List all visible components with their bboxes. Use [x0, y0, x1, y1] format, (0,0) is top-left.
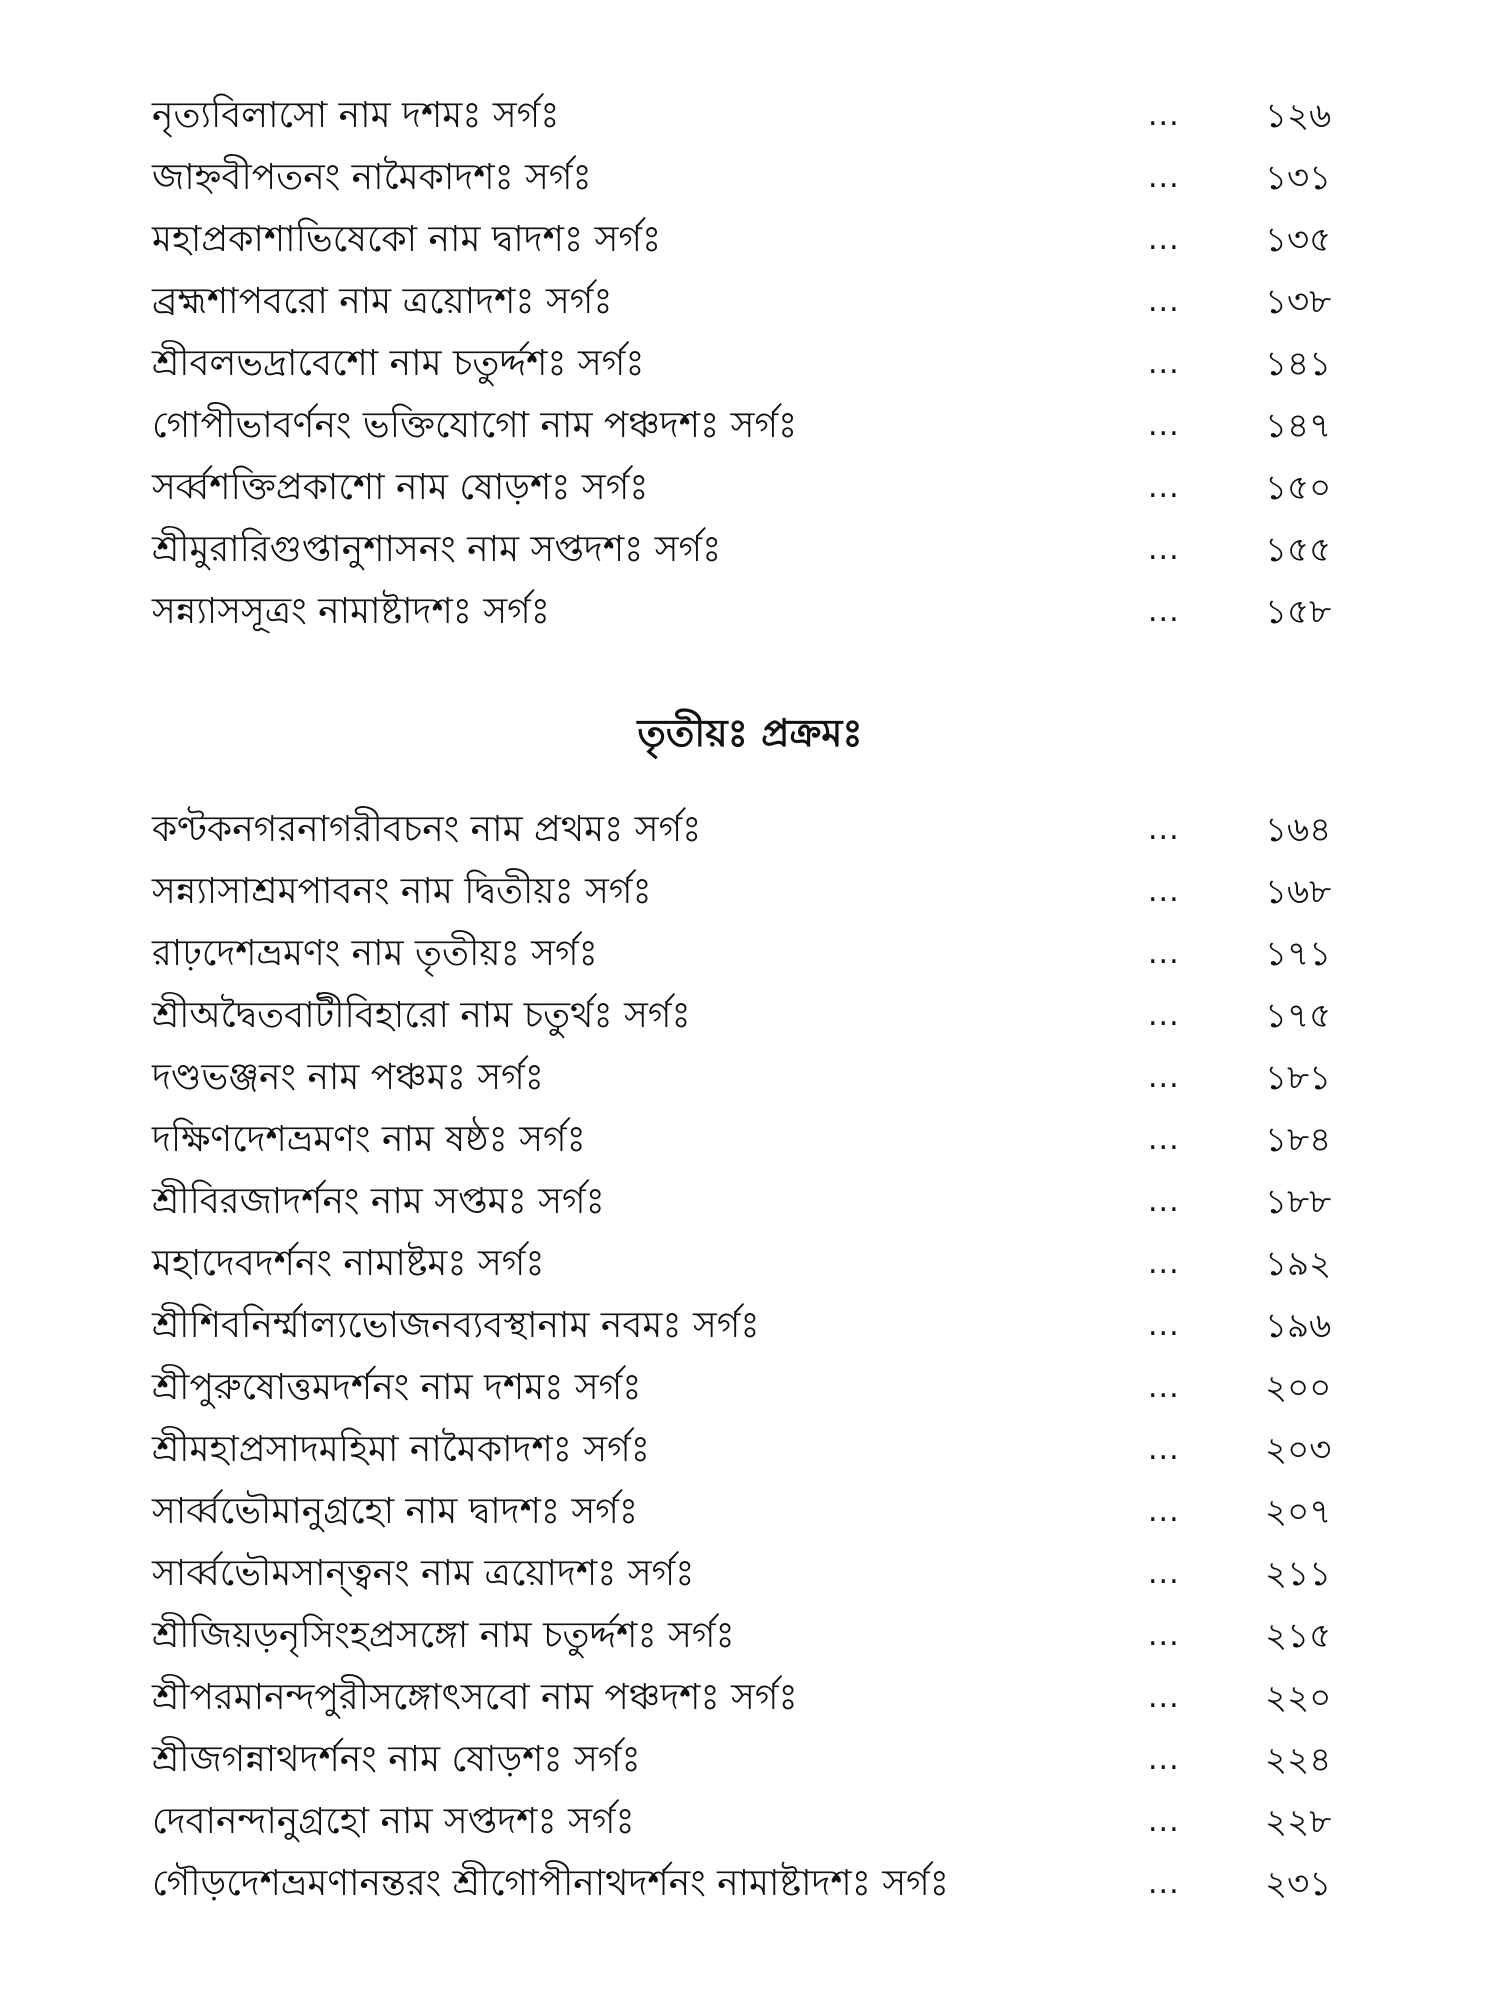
toc-entry [0, 1233, 1500, 1295]
toc-entry [0, 861, 1500, 923]
toc-entry [0, 1481, 1500, 1543]
toc-entry [0, 1109, 1500, 1171]
page-number: ২৩১ [1265, 1864, 1332, 1904]
dot-leader: ... [1148, 1432, 1180, 1467]
chapter-title: শ্রীমহাপ্রসাদমহিমা নামৈকাদশঃ সর্গঃ [152, 1429, 650, 1470]
toc-entry [0, 1357, 1500, 1419]
page-number: ২০৩ [1265, 1430, 1332, 1470]
page-number: ১৬৮ [1265, 872, 1332, 912]
chapter-title: শ্রীবিরজাদর্শনং নাম সপ্তমঃ সর্গঃ [152, 1181, 605, 1222]
toc-entry [0, 799, 1500, 861]
page-number: ১৪৭ [1265, 406, 1332, 446]
toc-entry [0, 581, 1500, 643]
dot-leader: ... [1148, 284, 1180, 319]
chapter-title: দক্ষিণদেশভ্রমণং নাম ষষ্ঠঃ সর্গঃ [152, 1119, 586, 1160]
toc-entry [0, 1729, 1500, 1791]
chapter-title: মহাদেবদর্শনং নামাষ্টমঃ সর্গঃ [152, 1243, 545, 1284]
chapter-title: শ্রীমুরারিগুপ্তানুশাসনং নাম সপ্তদশঃ সর্গঃ [152, 529, 722, 570]
chapter-title: শ্রীজিয়ড়নৃসিংহপ্রসঙ্গো নাম চতুর্দ্দশঃ সর্গঃ [152, 1615, 735, 1656]
toc-entry [0, 985, 1500, 1047]
toc-entry [0, 519, 1500, 581]
toc-entry [0, 395, 1500, 457]
toc-entry [0, 1419, 1500, 1481]
dot-leader: ... [1148, 1556, 1180, 1591]
dot-leader: ... [1148, 1618, 1180, 1653]
page-number: ১৩৮ [1265, 282, 1332, 322]
toc-entry [0, 209, 1500, 271]
dot-leader: ... [1148, 222, 1180, 257]
chapter-title: ব্রহ্মশাপবরো নাম ত্রয়োদশঃ সর্গঃ [152, 281, 613, 322]
dot-leader: ... [1148, 1308, 1180, 1343]
toc-entry [0, 1667, 1500, 1729]
dot-leader: ... [1148, 936, 1180, 971]
dot-leader: ... [1148, 812, 1180, 847]
dot-leader: ... [1148, 1680, 1180, 1715]
chapter-title: গৌড়দেশভ্রমণানন্তরং শ্রীগোপীনাথদর্শনং নামাষ্টাদশঃ সর্গঃ [152, 1863, 949, 1904]
chapter-title: নৃত্যবিলাসো নাম দশমঃ সর্গঃ [152, 95, 560, 136]
chapter-title: রাঢ়দেশভ্রমণং নাম তৃতীয়ঃ সর্গঃ [152, 933, 598, 974]
chapter-title: সার্ব্বভৌমসান্ত্বনং নাম ত্রয়োদশঃ সর্গঃ [152, 1553, 695, 1594]
toc-section-continued [0, 85, 1500, 643]
dot-leader: ... [1148, 1804, 1180, 1839]
dot-leader: ... [1148, 1060, 1180, 1095]
dot-leader: ... [1148, 874, 1180, 909]
chapter-title: শ্রীপরমানন্দপুরীসঙ্গোৎসবো নাম পঞ্চদশঃ সর্গঃ [152, 1677, 798, 1718]
toc-entry [0, 147, 1500, 209]
chapter-title: সার্ব্বভৌমানুগ্রহো নাম দ্বাদশঃ সর্গঃ [152, 1491, 639, 1532]
page-number: ২১৫ [1265, 1616, 1332, 1656]
chapter-title: দণ্ডভঞ্জনং নাম পঞ্চমঃ সর্গঃ [152, 1057, 544, 1098]
toc-entry [0, 1295, 1500, 1357]
section-heading-third: তৃতীয়ঃ প্রক্রমঃ [637, 711, 863, 755]
page-number: ১৮১ [1265, 1058, 1332, 1098]
page-number: ১৯৬ [1265, 1306, 1332, 1346]
chapter-title: সন্ন্যাসাশ্রমপাবনং নাম দ্বিতীয়ঃ সর্গঃ [152, 871, 652, 912]
toc-entry [0, 1605, 1500, 1667]
page-number: ১৭১ [1265, 934, 1332, 974]
page-number: ১৫৫ [1265, 530, 1332, 570]
page-number: ১৩১ [1265, 158, 1332, 198]
dot-leader: ... [1148, 346, 1180, 381]
dot-leader: ... [1148, 1494, 1180, 1529]
page-number: ১৮৪ [1265, 1120, 1332, 1160]
page-number: ১৮৮ [1265, 1182, 1332, 1222]
page-number: ২০৭ [1265, 1492, 1332, 1532]
dot-leader: ... [1148, 1742, 1180, 1777]
dot-leader: ... [1148, 532, 1180, 567]
page-number: ২২০ [1265, 1678, 1332, 1718]
dot-leader: ... [1148, 998, 1180, 1033]
toc-entry [0, 1853, 1500, 1915]
chapter-title: শ্রীশিবনির্ম্মাল্যভোজনব্যবস্থানাম নবমঃ সর্গঃ [152, 1305, 760, 1346]
chapter-title: কণ্টকনগরনাগরীবচনং নাম প্রথমঃ সর্গঃ [152, 809, 702, 850]
page-number: ১২৬ [1265, 96, 1332, 136]
chapter-title: সন্ন্যাসসূত্রং নামাষ্টাদশঃ সর্গঃ [152, 591, 550, 632]
dot-leader: ... [1148, 594, 1180, 629]
chapter-title: মহাপ্রকাশাভিষেকো নাম দ্বাদশঃ সর্গঃ [152, 219, 662, 260]
dot-leader: ... [1148, 1184, 1180, 1219]
toc-entry [0, 85, 1500, 147]
page-number: ১৯২ [1265, 1244, 1332, 1284]
toc-entry [0, 923, 1500, 985]
toc-entry [0, 1543, 1500, 1605]
chapter-title: শ্রীজগন্নাথদর্শনং নাম ষোড়শঃ সর্গঃ [152, 1739, 641, 1780]
dot-leader: ... [1148, 1370, 1180, 1405]
dot-leader: ... [1148, 470, 1180, 505]
page-number: ১৩৫ [1265, 220, 1332, 260]
page-number: ২২৪ [1265, 1740, 1332, 1780]
toc-entry [0, 271, 1500, 333]
dot-leader: ... [1148, 1866, 1180, 1901]
dot-leader: ... [1148, 98, 1180, 133]
page-number: ১৫০ [1265, 468, 1332, 508]
dot-leader: ... [1148, 160, 1180, 195]
chapter-title: শ্রীঅদ্বৈতবাটীবিহারো নাম চতুর্থঃ সর্গঃ [152, 995, 691, 1036]
chapter-title: শ্রীবলভদ্রাবেশো নাম চতুর্দ্দশঃ সর্গঃ [152, 343, 645, 384]
page-number: ২০০ [1265, 1368, 1332, 1408]
page-number: ২১১ [1265, 1554, 1332, 1594]
chapter-title: দেবানন্দানুগ্রহো নাম সপ্তদশঃ সর্গঃ [152, 1801, 635, 1842]
toc-entry [0, 1791, 1500, 1853]
chapter-title: গোপীভাবর্ণনং ভক্তিযোগো নাম পঞ্চদশঃ সর্গঃ [152, 405, 798, 446]
page-number: ১৬৪ [1265, 810, 1332, 850]
dot-leader: ... [1148, 1122, 1180, 1157]
chapter-title: জাহ্নবীপতনং নামৈকাদশঃ সর্গঃ [152, 157, 592, 198]
toc-entry [0, 333, 1500, 395]
toc-section-third [0, 799, 1500, 1915]
chapter-title: সর্ব্বশক্তিপ্রকাশো নাম ষোড়শঃ সর্গঃ [152, 467, 649, 508]
page-number: ১৪১ [1265, 344, 1332, 384]
page-number: ১৫৮ [1265, 592, 1332, 632]
toc-entry [0, 1047, 1500, 1109]
dot-leader: ... [1148, 1246, 1180, 1281]
dot-leader: ... [1148, 408, 1180, 443]
page-number: ১৭৫ [1265, 996, 1332, 1036]
page-number: ২২৮ [1265, 1802, 1332, 1842]
toc-entry [0, 1171, 1500, 1233]
toc-entry [0, 457, 1500, 519]
chapter-title: শ্রীপুরুষোত্তমদর্শনং নাম দশমঃ সর্গঃ [152, 1367, 642, 1408]
